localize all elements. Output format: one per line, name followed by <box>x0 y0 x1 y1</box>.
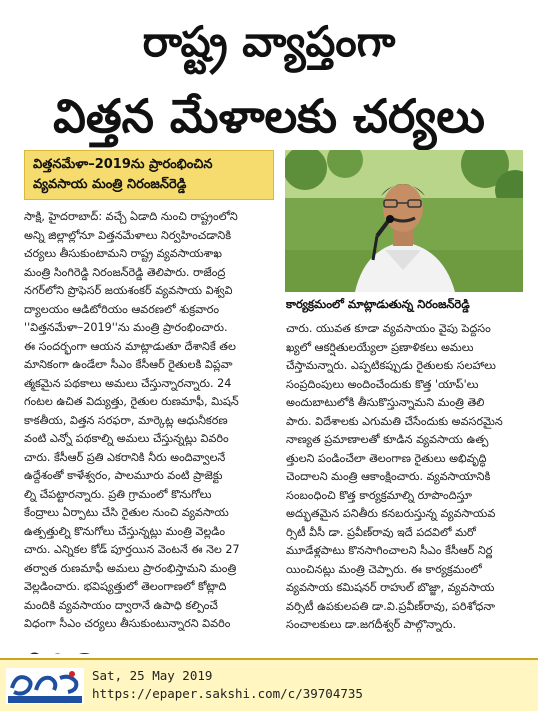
body-line: వ్యవసాయ కమిషనర్ రాహుల్ బొజ్జా, వ్యవసాయ <box>286 581 495 594</box>
subheadline-line-1: విత్తనమేళా–2019ను ప్రారంభించిన <box>33 157 213 172</box>
body-line: కేంద్రాలు ఏర్పాటు చేసి రైతుల నుంచి వ్యవసాయ <box>24 506 229 519</box>
body-line: అద్భుతమైన పనితీరు కనబరుస్తున్న వ్యవసాయవ <box>286 507 496 520</box>
body-line: వెల్లడించారు. భవిష్యత్తులో తెలంగాణలో కోట్లాది <box>24 580 227 593</box>
body-line: వంటి ఎన్నో పథకాల్ని అమలు చేస్తున్నట్లు వివరిం <box>24 432 229 445</box>
body-line: గంటల ఉచిత విద్యుత్తు, రైతుల రుణమాఫీ, మిషన్ <box>24 395 239 408</box>
body-line: మూడేళ్లపాటు కొనసాగించాలని సీఎం కేసీఆర్ నిర్ణ <box>286 544 493 557</box>
headline-line-1: రాష్ట్ర వ్యాప్తంగా <box>142 17 396 66</box>
epaper-url[interactable]: https://epaper.sakshi.com/c/39704735 <box>92 686 363 701</box>
body-line: ఉత్పత్తుల్ని కొనుగోలు చేస్తున్నట్లు మంత్రి వెల్లడిం <box>24 524 226 538</box>
body-line: సాక్షి, హైదరాబాద్: వచ్చే ఏడాది నుంచి రాష్ట్రంలోని <box>24 210 238 223</box>
subheadline-line-2: వ్యవసాయ మంత్రి నిరంజన్‌రెడ్డి <box>33 177 187 192</box>
body-line: అన్ని జిల్లాల్లోనూ విత్తనమేళాలు నిర్వహించడానికి <box>24 228 232 242</box>
photo-caption: కార్యక్రమంలో మాట్లాడుతున్న నిరంజన్‌రెడ్డి <box>286 297 470 311</box>
body-line: ఈ సందర్భంగా ఆయన మాట్లాడుతూ దేశానికే తల <box>24 339 236 353</box>
body-line: ర్సిటీ వీసీ డా. ప్రవీణ్‌రావు ఇదే పదవిలో మరో <box>286 525 476 539</box>
body-line: చారు. యువత కూడా వ్యవసాయం వైపు పెద్దసం <box>286 322 491 335</box>
body-line: ల్ని చేపట్టారన్నారు. ప్రతి గ్రామంలో కొనుగోలు <box>24 487 212 501</box>
body-line: చర్యలు తీసుకుంటామని రాష్ట్ర వ్యవసాయశాఖ <box>24 247 222 260</box>
body-line: మందికి వ్యవసాయం ద్వారానే ఉపాధి కల్పించే <box>24 598 218 612</box>
body-line: త్తులని పండించేలా తెలంగాణ రైతులు అభివృద్ధి <box>286 451 487 465</box>
body-line: నాణ్యత ప్రమాణాలతో కూడిన వ్యవసాయ ఉత్ప <box>286 433 489 446</box>
body-line: ''విత్తనమేళా–2019''ను మంత్రి ప్రారంభించారు. <box>24 321 228 334</box>
body-line: తర్వాత రుణమాఫీ అమలు ప్రారంభిస్తామని మంత్రి <box>24 561 237 575</box>
body-line: విధంగా సీఎం చర్యలు తీసుకుంటున్నారని వివరిం <box>24 617 231 630</box>
sakshi-logo <box>6 668 84 704</box>
body-line: చారు. కేసీఆర్ ప్రతి ఎకరానికి నీరు అందివ్వాలనే <box>24 450 226 464</box>
body-line: ఉద్దేశంతో కాళేశ్వరం, పాలమూరు వంటి ప్రాజెక్టు <box>24 469 223 482</box>
body-line: నగర్‌లోని ప్రొఫెసర్ జయశంకర్ వ్యవసాయ విశ్వవి <box>24 284 233 297</box>
cut-off-next-article-line <box>24 644 524 654</box>
article-left-column <box>24 208 278 634</box>
publication-date: Sat, 25 May 2019 <box>92 668 213 683</box>
epaper-footer <box>0 658 538 711</box>
body-line: పారు. విదేశాలకు ఎగుమతి చేసేందుకు అవసరమైన <box>286 414 503 428</box>
body-line: కాకతీయ, విత్తన సరఫరా, మార్కెట్ల ఆధునీకరణ <box>24 413 228 427</box>
sakshi-logo-mark <box>6 668 84 704</box>
body-line: ఖ్యలో ఆకర్షితులయ్యేలా ప్రణాళికలు అమలు <box>286 340 474 354</box>
subheadline-box <box>24 150 274 200</box>
body-line: మానికంగా ఉండేలా సీఎం కేసీఆర్ రైతులకి విప్లవా <box>24 358 233 371</box>
body-line: చారు. ఎన్నికల కోడ్ పూర్తయిన వెంటనే ఈ నెల 27 <box>24 543 240 556</box>
body-line: వర్సిటీ ఉపకులపతి డా.వి.ప్రవీణ్‌రావు, పరిశోధనా <box>286 599 495 613</box>
body-line: ద్యాలయం ఆడిటోరియం ఆవరణలో శుక్రవారం <box>24 302 220 316</box>
headline-line-2: విత్తన మేళాలకు చర్యలు <box>53 89 485 143</box>
body-line: మంత్రి సింగిరెడ్డి నిరంజన్‌రెడ్డి తెలిపారు. రాజేంద్ర <box>24 265 226 279</box>
body-line: సంచాలకులు డా.జగదీశ్వర్ పాల్గొన్నారు. <box>286 618 457 631</box>
body-line: అందుబాటులోకి తీసుకొస్తున్నామని మంత్రి తెలి <box>286 396 485 409</box>
article-right-column <box>286 320 522 635</box>
minister-photo <box>285 150 523 292</box>
body-line: త్మకమైన పథకాలు అమలు చేస్తున్నారన్నారు. 24 <box>24 376 232 390</box>
body-line: చేస్తామన్నారు. ఎప్పటికప్పుడు రైతులకు సలహాలు <box>286 359 496 372</box>
body-line: యించినట్లు మంత్రి చెప్పారు. ఈ కార్యక్రమంలో <box>286 562 482 576</box>
body-line: చెందాలని మంత్రి ఆకాంక్షించారు. వ్యవసాయానికి <box>286 470 491 483</box>
body-line: సంబంధించి కొత్త కార్యక్రమాల్ని రూపొందిస్తూ <box>286 488 472 502</box>
minister-speaking-at-microphone-photo <box>285 150 523 292</box>
body-line: సంప్రదింపులు అందించేందుకు కొత్త 'యాప్'లు <box>286 377 479 391</box>
